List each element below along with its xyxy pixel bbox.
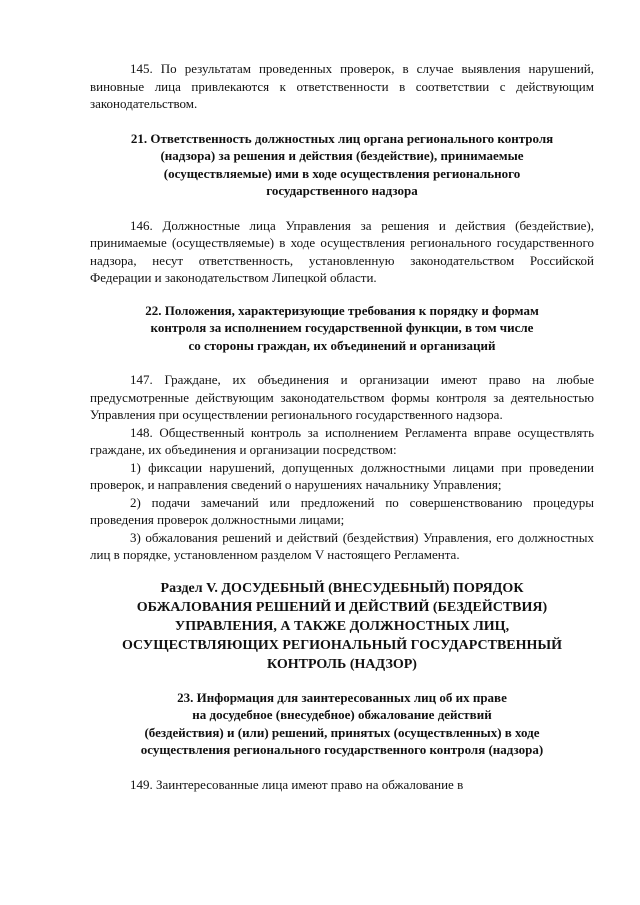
heading-line: КОНТРОЛЬ (НАДЗОР) <box>267 656 417 672</box>
heading-line: ОСУЩЕСТВЛЯЮЩИХ РЕГИОНАЛЬНЫЙ ГОСУДАРСТВЕННЫЙ <box>121 637 563 653</box>
heading-line: 23. Информация для заинтересованных лиц об их праве <box>177 689 507 705</box>
heading-line: контроля за исполнением государственной функции, в том числе <box>150 320 534 335</box>
heading-line: со стороны граждан, их объединений и организаций <box>188 337 496 353</box>
heading-line: 21. Ответственность должностных лиц органа регионального контроля <box>130 130 554 146</box>
paragraph-147: 147. Граждане, их объединения и организации имеют право на любые предусмотренные действующим законодательством формы контроля за деятельностью Управления при осуществлении регионального государственного надзора. <box>90 372 594 422</box>
paragraph-149: 149. Заинтересованные лица имеют право на обжалование в <box>130 776 464 792</box>
heading-line: 22. Положения, характеризующие требования к порядку и формам <box>145 302 539 318</box>
heading-line: осуществления регионального государственного контроля (надзора) <box>140 742 544 757</box>
spacer <box>90 113 594 130</box>
spacer <box>90 200 594 217</box>
list-item-148-1: 1) фиксации нарушений, допущенных должностными лицами при проведении проверок, и направления сведений о нарушениях начальнику Управления; <box>90 459 594 492</box>
spacer <box>90 354 594 371</box>
list-item-148-2: 2) подачи замечаний или предложений по совершенствованию процедуры проведения проверок должностными лицами; <box>90 494 594 527</box>
spacer <box>90 287 594 302</box>
paragraph-146: 146. Должностные лица Управления за решения и действия (бездействие), принимаемые (осуществляемые) в ходе осуществления регионального государственного надзора, несут ответственность, установленную законодательством Российской Федерации и законодательством Липецкой области. <box>90 217 594 285</box>
heading-line: ОБЖАЛОВАНИЯ РЕШЕНИЙ И ДЕЙСТВИЙ (БЕЗДЕЙСТВИЯ) <box>136 599 548 615</box>
heading-section-21 <box>90 130 594 200</box>
spacer <box>90 759 594 776</box>
heading-line: (надзора) за решения и действия (бездействие), принимаемые <box>160 148 524 163</box>
heading-line: (осуществляемые) ими в ходе осуществления регионального <box>163 165 521 181</box>
paragraph-148: 148. Общественный контроль за исполнением Регламента вправе осуществлять граждане, их объединения и организации посредством: <box>90 424 594 457</box>
spacer <box>90 674 594 689</box>
heading-section-22 <box>90 302 594 355</box>
document-page <box>90 60 594 793</box>
heading-part-5 <box>90 579 594 674</box>
list-item-148-3: 3) обжалования решений и действий (бездействия) Управления, его должностных лиц в порядке, установленном разделом V настоящего Регламента. <box>90 529 594 562</box>
heading-line: на досудебное (внесудебное) обжалование действий <box>192 707 492 722</box>
paragraph-145: 145. По результатам проведенных проверок, в случае выявления нарушений, виновные лица привлекаются к ответственности в соответствии с действующим законодательством. <box>90 61 594 111</box>
heading-section-23 <box>90 689 594 759</box>
heading-line: УПРАВЛЕНИЯ, А ТАКЖЕ ДОЛЖНОСТНЫХ ЛИЦ, <box>174 618 510 634</box>
heading-line: (бездействия) и (или) решений, принятых (осуществленных) в ходе <box>144 724 540 740</box>
heading-line: Раздел V. ДОСУДЕБНЫЙ (ВНЕСУДЕБНЫЙ) ПОРЯДОК <box>160 580 524 596</box>
spacer <box>90 564 594 579</box>
heading-line: государственного надзора <box>266 183 418 198</box>
